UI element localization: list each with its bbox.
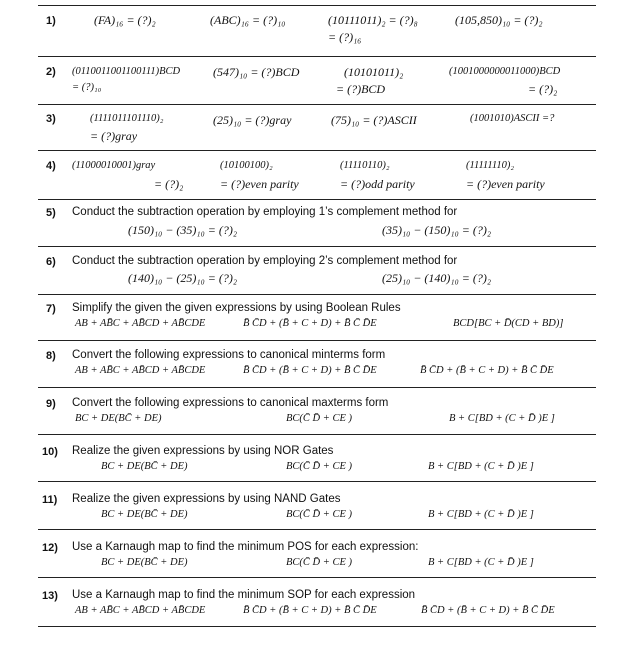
divider: [38, 199, 596, 200]
math-expression: (11110110)₂: [340, 160, 390, 171]
math-expression: (11000010001)gray: [72, 160, 156, 171]
question-number: 1): [46, 15, 56, 27]
math-expression: = (?)₂: [154, 177, 184, 191]
math-expression: BC(C̄ D̄ + CE ): [286, 509, 352, 520]
math-expression: = (?)₂: [528, 82, 558, 96]
question-number: 12): [42, 542, 58, 554]
math-expression: B̄ C̄D + (B̄ + C + D) + B̄ C̄ D̄E: [420, 365, 554, 376]
question-text: Realize the given expressions by using NAND Gates: [72, 493, 341, 505]
divider: [38, 626, 596, 627]
divider: [38, 340, 596, 341]
question-number: 13): [42, 590, 58, 602]
question-text: Convert the following expressions to canonical minterms form: [72, 349, 386, 361]
question-number: 7): [46, 303, 56, 315]
question-text: Use a Karnaugh map to find the minimum POS for each expression:: [72, 541, 419, 553]
math-expression: BC(C̄ D̄ + CE ): [286, 461, 352, 472]
math-expression: AB + AB̄C + AB̄CD + AB̄CDE: [75, 365, 206, 376]
math-expression: (25)₁₀ = (?)gray: [213, 113, 292, 127]
math-expression: (10100100)₂: [220, 160, 273, 171]
math-expression: BC + DE(BC̄ + DE): [101, 509, 188, 520]
question-number: 4): [46, 160, 56, 172]
math-expression: (547)₁₀ = (?)BCD: [213, 65, 300, 79]
math-expression: BC(C̄ D̄ + CE ): [286, 413, 352, 424]
math-expression: = (?)BCD: [336, 82, 386, 96]
question-text: Convert the following expressions to canonical maxterms form: [72, 397, 389, 409]
math-expression: (35)₁₀ − (150)₁₀ = (?)₂: [382, 223, 492, 237]
math-expression: = (?)even parity: [466, 177, 545, 191]
math-expression: (1001000000011000)BCD: [449, 66, 561, 77]
math-expression: (10101011)₂: [344, 65, 404, 79]
question-number: 9): [46, 398, 56, 410]
question-text: Conduct the subtraction operation by employing 2’s complement method for: [72, 255, 458, 267]
question-number: 10): [42, 446, 58, 458]
math-expression: B + C[BD + (C + D̄ )E ]: [449, 413, 555, 424]
math-expression: BCD[BC + D̄(CD + BD)]: [453, 318, 564, 329]
question-text: Realize the given expressions by using NOR Gates: [72, 445, 334, 457]
math-expression: BC + DE(BC̄ + DE): [101, 461, 188, 472]
math-expression: B + C[BD + (C + D̄ )E ]: [428, 509, 534, 520]
math-expression: = (?)gray: [90, 129, 138, 143]
divider: [38, 56, 596, 57]
math-expression: BC + DE(BC̄ + DE): [75, 413, 162, 424]
divider: [38, 577, 596, 578]
math-expression: B + C[BD + (C + D̄ )E ]: [428, 461, 534, 472]
math-expression: (25)₁₀ − (140)₁₀ = (?)₂: [382, 271, 492, 285]
math-expression: B̄ C̄D + (B̄ + C + D) + B̄ C̄ D̄E: [421, 605, 555, 616]
question-number: 8): [46, 350, 56, 362]
divider: [38, 104, 596, 105]
math-expression: (1111011101110)₂: [90, 113, 164, 124]
divider: [38, 529, 596, 530]
math-expression: (ABC)₁₆ = (?)₁₀: [210, 13, 286, 27]
math-expression: = (?)even parity: [220, 177, 299, 191]
math-expression: (140)₁₀ − (25)₁₀ = (?)₂: [128, 271, 238, 285]
math-expression: B̄ C̄D + (B̄ + C + D) + B̄ C̄ D̄E: [243, 365, 377, 376]
question-text: Use a Karnaugh map to find the minimum SOP for each expression: [72, 589, 416, 601]
question-number: 11): [42, 494, 58, 506]
math-expression: = (?)odd parity: [340, 177, 415, 191]
math-expression: BC + DE(BC̄ + DE): [101, 557, 188, 568]
math-expression: (75)₁₀ = (?)ASCII: [331, 113, 417, 127]
divider: [38, 150, 596, 151]
question-text: Simplify the given the given expressions by using Boolean Rules: [72, 302, 401, 314]
math-expression: AB + AB̄C + AB̄CD + AB̄CDE: [75, 605, 206, 616]
math-expression: (FA)₁₆ = (?)₂: [94, 13, 156, 27]
math-expression: (10111011)₂ = (?)₈: [328, 13, 418, 27]
divider: [38, 387, 596, 388]
question-number: 2): [46, 66, 56, 78]
divider: [38, 434, 596, 435]
math-expression: = (?)₁₆: [328, 30, 362, 44]
math-expression: (150)₁₀ − (35)₁₀ = (?)₂: [128, 223, 238, 237]
math-expression: (0110011001100111)BCD: [72, 66, 181, 77]
divider: [38, 481, 596, 482]
question-number: 3): [46, 113, 56, 125]
math-expression: BC(C̄ D̄ + CE ): [286, 557, 352, 568]
math-expression: (105,850)₁₀ = (?)₂: [455, 13, 543, 27]
divider: [38, 246, 596, 247]
divider: [38, 294, 596, 295]
question-number: 5): [46, 207, 56, 219]
math-expression: (11111110)₂: [466, 160, 514, 171]
question-number: 6): [46, 256, 56, 268]
math-expression: (1001010)ASCII =?: [470, 113, 555, 124]
math-expression: AB + AB̄C + AB̄CD + AB̄CDE: [75, 318, 206, 329]
question-text: Conduct the subtraction operation by employing 1’s complement method for: [72, 206, 458, 218]
divider: [38, 5, 596, 6]
math-expression: B̄ C̄D + (B̄ + C + D) + B̄ C̄ D̄E: [243, 318, 377, 329]
math-expression: B̄ C̄D + (B̄ + C + D) + B̄ C̄ D̄E: [243, 605, 377, 616]
math-expression: = (?)₁₀: [72, 82, 102, 93]
math-expression: B + C[BD + (C + D̄ )E ]: [428, 557, 534, 568]
